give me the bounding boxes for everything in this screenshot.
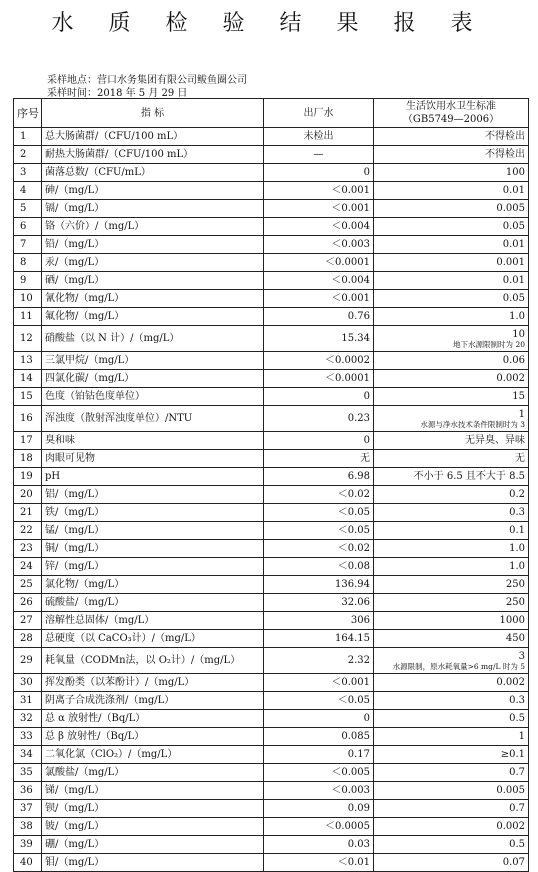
standard-value: 不小于 6.5 且不大于 8.5 (413, 471, 525, 482)
row-number: 11 (14, 308, 42, 326)
row-number: 28 (14, 630, 42, 648)
plant-water-value: 164.15 (264, 630, 374, 648)
indicator-name: 汞/（mg/L） (42, 254, 264, 272)
plant-water-value: ＜0.001 (264, 182, 374, 200)
plant-water-value: 6.98 (264, 468, 374, 486)
plant-water-value: 2.32 (264, 648, 374, 674)
row-number: 32 (14, 710, 42, 728)
row-number: 40 (14, 854, 42, 872)
standard-value: 0.7 (509, 803, 525, 814)
header-plant-water: 出厂水 (264, 99, 374, 128)
plant-water-value: 0.76 (264, 308, 374, 326)
standard-limit (374, 272, 529, 290)
table-row (14, 352, 529, 370)
plant-water-value: ＜0.0002 (264, 352, 374, 370)
plant-water-value: 0 (264, 710, 374, 728)
table-row (14, 218, 529, 236)
row-number: 36 (14, 782, 42, 800)
table-row (14, 522, 529, 540)
sampling-time: 采样时间：2018 年 5 月 29 日 (47, 88, 188, 99)
row-number: 25 (14, 576, 42, 594)
plant-water-value: ＜0.0005 (264, 818, 374, 836)
indicator-name: 铝/（mg/L） (42, 486, 264, 504)
row-number: 8 (14, 254, 42, 272)
header-standard (374, 99, 529, 128)
indicator-name: 总硬度（以 CaCO₃计）/（mg/L） (42, 630, 264, 648)
table-row (14, 648, 529, 674)
plant-water-value: 无 (264, 450, 374, 468)
indicator-name: 臭和味 (42, 432, 264, 450)
plant-water-value: 0.03 (264, 836, 374, 854)
standard-value: 0.7 (509, 767, 525, 778)
header-no: 序号 (14, 99, 42, 128)
standard-limit (374, 388, 529, 406)
standard-value: 100 (505, 167, 525, 178)
standard-limit (374, 370, 529, 388)
table-row (14, 692, 529, 710)
table-row (14, 504, 529, 522)
standard-value: 0.1 (509, 525, 525, 536)
indicator-name: 硫酸盐/（mg/L） (42, 594, 264, 612)
standard-limit (374, 486, 529, 504)
standard-limit (374, 146, 529, 164)
indicator-name: 铜/（mg/L） (42, 540, 264, 558)
standard-limit (374, 612, 529, 630)
table-row (14, 746, 529, 764)
indicator-name: 砷/（mg/L） (42, 182, 264, 200)
row-number: 12 (14, 326, 42, 352)
row-number: 16 (14, 406, 42, 432)
plant-water-value: 0 (264, 164, 374, 182)
standard-limit (374, 728, 529, 746)
table-row (14, 182, 529, 200)
standard-limit (374, 504, 529, 522)
table-row (14, 272, 529, 290)
plant-water-value: 0 (264, 432, 374, 450)
plant-water-value: — (264, 146, 374, 164)
standard-limit (374, 236, 529, 254)
table-row (14, 630, 529, 648)
plant-water-value: ＜0.05 (264, 504, 374, 522)
indicator-name: 溶解性总固体/（mg/L） (42, 612, 264, 630)
indicator-name: 钡/（mg/L） (42, 800, 264, 818)
plant-water-value: ＜0.0001 (264, 370, 374, 388)
table-row (14, 710, 529, 728)
row-number: 38 (14, 818, 42, 836)
indicator-name: 总 α 放射性/（Bq/L） (42, 710, 264, 728)
plant-water-value: 32.06 (264, 594, 374, 612)
table-row (14, 290, 529, 308)
indicator-name: pH (42, 468, 264, 486)
standard-limit (374, 450, 529, 468)
standard-limit (374, 540, 529, 558)
standard-limit (374, 128, 529, 146)
standard-limit (374, 674, 529, 692)
table-row (14, 326, 529, 352)
row-number: 21 (14, 504, 42, 522)
plant-water-value: ＜0.003 (264, 782, 374, 800)
standard-value: 250 (505, 597, 525, 608)
standard-limit (374, 558, 529, 576)
table-header-row (14, 99, 529, 128)
standard-value: 0.005 (496, 203, 525, 214)
indicator-name: 三氯甲烷/（mg/L） (42, 352, 264, 370)
indicator-name: 硒/（mg/L） (42, 272, 264, 290)
standard-value: 0.3 (509, 507, 525, 518)
plant-water-value: 0.17 (264, 746, 374, 764)
table-row (14, 370, 529, 388)
row-number: 15 (14, 388, 42, 406)
indicator-name: 菌落总数/（CFU/mL） (42, 164, 264, 182)
indicator-name: 硼/（mg/L） (42, 836, 264, 854)
standard-value: 0.5 (509, 839, 525, 850)
plant-water-value: ＜0.02 (264, 540, 374, 558)
table-row (14, 594, 529, 612)
table-row (14, 486, 529, 504)
standard-value: 0.01 (502, 185, 525, 196)
standard-limit (374, 200, 529, 218)
standard-limit (374, 692, 529, 710)
standard-limit (374, 854, 529, 872)
standard-limit (374, 290, 529, 308)
standard-limit (374, 522, 529, 540)
row-number: 14 (14, 370, 42, 388)
plant-water-value: ＜0.004 (264, 218, 374, 236)
table-row (14, 782, 529, 800)
standard-limit (374, 764, 529, 782)
table-row (14, 450, 529, 468)
standard-value: 0.2 (509, 489, 525, 500)
standard-limit (374, 630, 529, 648)
indicator-name: 二氧化氯（ClO₂）/（mg/L） (42, 746, 264, 764)
plant-water-value: ＜0.05 (264, 692, 374, 710)
plant-water-value: ＜0.001 (264, 200, 374, 218)
row-number: 29 (14, 648, 42, 674)
indicator-name: 总大肠菌群/（CFU/100 mL） (42, 128, 264, 146)
row-number: 7 (14, 236, 42, 254)
row-number: 27 (14, 612, 42, 630)
standard-limit (374, 218, 529, 236)
standard-note: 水源与净水技术条件限制时为 3 (420, 419, 525, 429)
standard-limit (374, 308, 529, 326)
standard-limit (374, 800, 529, 818)
header-indicator: 指 标 (42, 99, 264, 128)
row-number: 39 (14, 836, 42, 854)
standard-value: 不得检出 (485, 131, 525, 142)
standard-value: 0.06 (502, 355, 525, 366)
indicator-name: 四氯化碳/（mg/L） (42, 370, 264, 388)
indicator-name: 色度（铂钴色度单位） (42, 388, 264, 406)
standard-value: 0.002 (496, 373, 525, 384)
standard-value: 0.001 (496, 257, 525, 268)
standard-limit (374, 782, 529, 800)
row-number: 33 (14, 728, 42, 746)
plant-water-value: ＜0.08 (264, 558, 374, 576)
plant-water-value: ＜0.005 (264, 764, 374, 782)
standard-limit (374, 326, 529, 352)
indicator-name: 铬（六价）/（mg/L） (42, 218, 264, 236)
standard-value: 无异臭、异味 (465, 435, 525, 446)
table-row (14, 764, 529, 782)
indicator-name: 氯酸盐/（mg/L） (42, 764, 264, 782)
standard-value: ≥0.1 (500, 749, 525, 760)
indicator-name: 钼/（mg/L） (42, 854, 264, 872)
row-number: 2 (14, 146, 42, 164)
standard-limit (374, 406, 529, 432)
standard-limit (374, 432, 529, 450)
table-row (14, 728, 529, 746)
row-number: 20 (14, 486, 42, 504)
plant-water-value: 未检出 (264, 128, 374, 146)
plant-water-value: 0.23 (264, 406, 374, 432)
plant-water-value: ＜0.004 (264, 272, 374, 290)
table-row (14, 468, 529, 486)
row-number: 26 (14, 594, 42, 612)
row-number: 3 (14, 164, 42, 182)
plant-water-value: ＜0.01 (264, 854, 374, 872)
row-number: 35 (14, 764, 42, 782)
plant-water-value: 0.09 (264, 800, 374, 818)
standard-value: 1 (518, 408, 525, 420)
standard-note: 地下水源限制时为 20 (453, 339, 525, 349)
standard-value: 0.01 (502, 239, 525, 250)
plant-water-value: ＜0.02 (264, 486, 374, 504)
standard-value: 1.0 (509, 561, 525, 572)
standard-value: 0.05 (502, 293, 525, 304)
plant-water-value: ＜0.05 (264, 522, 374, 540)
table-row (14, 128, 529, 146)
row-number: 34 (14, 746, 42, 764)
standard-value: 15 (512, 391, 525, 402)
row-number: 37 (14, 800, 42, 818)
indicator-name: 硝酸盐（以 N 计）/（mg/L） (42, 326, 264, 352)
standard-limit (374, 254, 529, 272)
standard-value: 0.05 (502, 221, 525, 232)
standard-value: 250 (505, 579, 525, 590)
report-title: 水 质 检 验 结 果 报 表 (51, 11, 487, 36)
indicator-name: 挥发酚类（以苯酚计）/（mg/L） (42, 674, 264, 692)
standard-value: 不得检出 (485, 149, 525, 160)
standard-value: 0.3 (509, 695, 525, 706)
standard-limit (374, 352, 529, 370)
standard-value: 3 (518, 650, 525, 662)
table-row (14, 200, 529, 218)
indicator-name: 镉/（mg/L） (42, 200, 264, 218)
table-row (14, 800, 529, 818)
plant-water-value: 0 (264, 388, 374, 406)
standard-limit (374, 468, 529, 486)
plant-water-value: 306 (264, 612, 374, 630)
row-number: 17 (14, 432, 42, 450)
standard-limit (374, 818, 529, 836)
table-row (14, 406, 529, 432)
indicator-name: 氯化物/（mg/L） (42, 576, 264, 594)
table-row (14, 540, 529, 558)
row-number: 10 (14, 290, 42, 308)
plant-water-value: 136.94 (264, 576, 374, 594)
indicator-name: 锑/（mg/L） (42, 782, 264, 800)
standard-value: 无 (515, 453, 525, 464)
indicator-name: 氰化物/（mg/L） (42, 290, 264, 308)
table-row (14, 146, 529, 164)
row-number: 22 (14, 522, 42, 540)
indicator-name: 总 β 放射性/（Bq/L） (42, 728, 264, 746)
row-number: 23 (14, 540, 42, 558)
standard-limit (374, 182, 529, 200)
plant-water-value: 15.34 (264, 326, 374, 352)
standard-limit (374, 746, 529, 764)
plant-water-value: ＜0.001 (264, 290, 374, 308)
table-row (14, 254, 529, 272)
table-row (14, 674, 529, 692)
standard-value: 0.07 (502, 857, 525, 868)
table-row (14, 818, 529, 836)
row-number: 24 (14, 558, 42, 576)
table-row (14, 432, 529, 450)
row-number: 6 (14, 218, 42, 236)
indicator-name: 铁/（mg/L） (42, 504, 264, 522)
table-row (14, 308, 529, 326)
table-row (14, 612, 529, 630)
table-row (14, 236, 529, 254)
table-row (14, 854, 529, 872)
row-number: 18 (14, 450, 42, 468)
indicator-name: 氟化物/（mg/L） (42, 308, 264, 326)
table-row (14, 164, 529, 182)
plant-water-value: ＜0.003 (264, 236, 374, 254)
standard-value: 0.01 (502, 275, 525, 286)
row-number: 1 (14, 128, 42, 146)
table-row (14, 558, 529, 576)
standard-limit (374, 836, 529, 854)
standard-value: 10 (512, 328, 525, 340)
indicator-name: 铅/（mg/L） (42, 236, 264, 254)
water-quality-table (13, 98, 529, 872)
standard-limit (374, 648, 529, 674)
row-number: 31 (14, 692, 42, 710)
standard-limit (374, 164, 529, 182)
standard-limit (374, 710, 529, 728)
table-row (14, 836, 529, 854)
row-number: 4 (14, 182, 42, 200)
standard-value: 450 (505, 633, 525, 644)
plant-water-value: 0.085 (264, 728, 374, 746)
standard-value: 1000 (499, 615, 525, 626)
row-number: 19 (14, 468, 42, 486)
indicator-name: 浑浊度（散射浑浊度单位）/NTU (42, 406, 264, 432)
standard-limit (374, 594, 529, 612)
standard-value: 0.005 (496, 785, 525, 796)
row-number: 9 (14, 272, 42, 290)
indicator-name: 铍/（mg/L） (42, 818, 264, 836)
standard-value: 1 (518, 731, 525, 742)
sampling-place: 采样地点：营口水务集团有限公司鲅鱼圈公司 (47, 75, 247, 86)
standard-value: 0.002 (496, 821, 525, 832)
standard-value: 1.0 (509, 543, 525, 554)
standard-note: 水源限制，原水耗氧量>6 mg/L 时为 5 (392, 661, 525, 671)
row-number: 5 (14, 200, 42, 218)
indicator-name: 阴离子合成洗涤剂/（mg/L） (42, 692, 264, 710)
header-standard-line2: （GB5749—2006） (402, 114, 500, 125)
indicator-name: 锰/（mg/L） (42, 522, 264, 540)
standard-value: 0.002 (496, 677, 525, 688)
header-standard-line1: 生活饮用水卫生标准 (406, 101, 496, 112)
table-body (14, 128, 529, 872)
indicator-name: 耗氧量（CODMn法，以 O₂计）/（mg/L） (42, 648, 264, 674)
plant-water-value: ＜0.0001 (264, 254, 374, 272)
row-number: 13 (14, 352, 42, 370)
indicator-name: 锌/（mg/L） (42, 558, 264, 576)
indicator-name: 耐热大肠菌群/（CFU/100 mL） (42, 146, 264, 164)
plant-water-value: ＜0.001 (264, 674, 374, 692)
standard-limit (374, 576, 529, 594)
table-row (14, 576, 529, 594)
row-number: 30 (14, 674, 42, 692)
indicator-name: 肉眼可见物 (42, 450, 264, 468)
standard-value: 0.5 (509, 713, 525, 724)
table-row (14, 388, 529, 406)
standard-value: 1.0 (509, 311, 525, 322)
